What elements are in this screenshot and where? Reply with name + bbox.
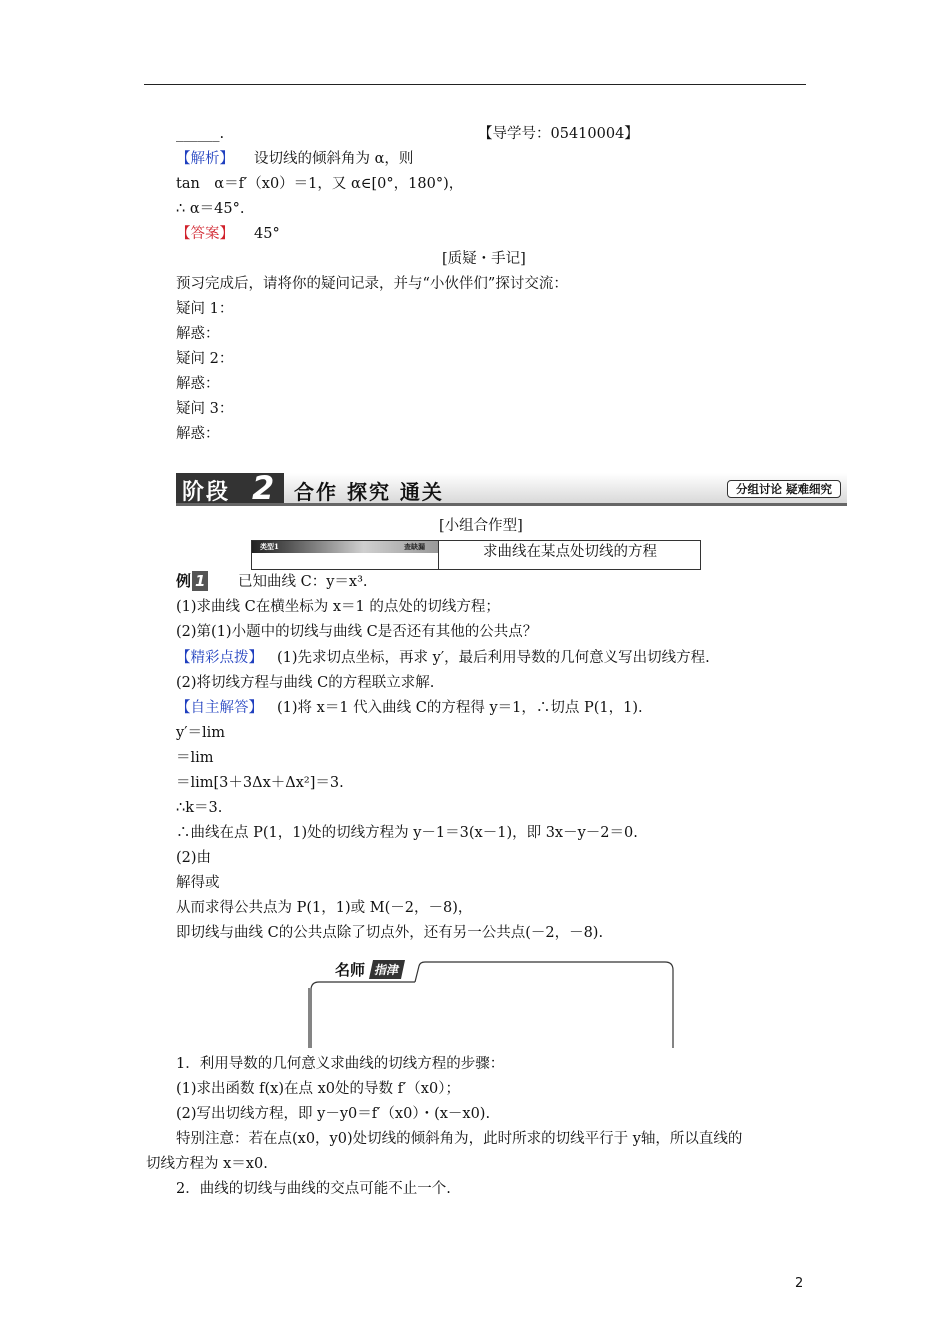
hint-label: 【精彩点拨】 xyxy=(176,650,263,666)
solution-line-1 xyxy=(176,698,643,718)
answer-blank: ______. xyxy=(176,126,225,142)
answer-3: 解惑： xyxy=(176,426,220,442)
analysis-label: 【解析】 xyxy=(176,151,234,167)
hint-line-1 xyxy=(176,648,710,668)
summary-note-line-2: 切线方程为 x＝x0. xyxy=(146,1156,268,1172)
analysis-line-2: tan α＝f′（x0）＝1，又 α∈[0°，180°)， xyxy=(176,176,464,192)
guide-number: 【导学号：05410004】 xyxy=(478,126,639,142)
example-question-2: (2)第(1)小题中的切线与曲线 C是否还有其他的公共点？ xyxy=(176,624,538,640)
solution-line-3: ＝lim xyxy=(176,750,214,766)
type-title: 求曲线在某点处切线的方程 xyxy=(438,541,701,569)
solution-line-8: 解得或 xyxy=(176,875,220,891)
stage-banner-dark-block xyxy=(176,469,284,507)
summary-point-1: 1．利用导数的几何意义求曲线的切线方程的步骤： xyxy=(176,1056,505,1072)
solution-line-6: ∴曲线在点 P(1，1)处的切线方程为 y－1＝3(x－1)，即 3x－y－2＝0. xyxy=(176,825,638,841)
teacher-tip-box xyxy=(307,960,675,1048)
stage-number: 2 xyxy=(252,469,275,507)
example-question-1: (1)求曲线 C在横坐标为 x＝1 的点处的切线方程； xyxy=(176,599,500,615)
teacher-label xyxy=(321,960,421,982)
stage-label: 阶段 xyxy=(182,480,231,505)
solution-line-2: y′＝lim xyxy=(176,725,226,741)
summary-point-2: 2．曲线的切线与曲线的交点可能不止一个. xyxy=(176,1181,451,1197)
example-label: 例 xyxy=(176,572,192,590)
notes-intro: 预习完成后，请将你的疑问记录，并与“小伙伴们”探讨交流： xyxy=(176,276,568,292)
summary-note-line-1: 特别注意：若在点(x0，y0)处切线的倾斜角为，此时所求的切线平行于 y轴，所以直线的 xyxy=(176,1131,743,1147)
solution-line-4: ＝lim[3＋3Δx＋Δx²]＝3. xyxy=(176,775,344,791)
solution-line-9: 从而求得公共点为 P(1，1)或 M(－2，－8)， xyxy=(176,900,473,916)
type-strip-label-right: 查缺漏 xyxy=(404,542,425,551)
stage-banner xyxy=(176,469,847,507)
hint-text-1: (1)先求切点坐标，再求 y′，最后利用导数的几何意义写出切线方程. xyxy=(277,650,710,666)
example-stem: 已知曲线 C：y＝x³. xyxy=(238,574,368,590)
type-box xyxy=(251,540,701,570)
summary-step-1: (1)求出函数 f(x)在点 x0处的导数 f′（x0）； xyxy=(176,1081,460,1097)
solution-line-10: 即切线与曲线 C的公共点除了切点外，还有另一公共点(－2，－8). xyxy=(176,925,604,941)
stage-tag: 分组讨论 疑难细究 xyxy=(727,480,841,498)
hint-line-2: (2)将切线方程与曲线 C的方程联立求解. xyxy=(176,675,435,691)
analysis-line-1 xyxy=(176,149,413,169)
question-3: 疑问 3： xyxy=(176,401,234,417)
solution-line-7: (2)由 xyxy=(176,850,212,866)
type-strip xyxy=(252,541,438,553)
stage-title: 合作 探究 通关 xyxy=(294,480,444,504)
teacher-label-text: 名师 xyxy=(335,961,366,979)
solution-text-1: (1)将 x＝1 代入曲线 C的方程得 y＝1，∴切点 P(1，1). xyxy=(277,700,643,716)
group-type-title: [小组合作型] xyxy=(439,518,523,534)
teacher-label-badge: 指津 xyxy=(369,960,405,979)
answer-line xyxy=(176,224,280,244)
summary-step-2: (2)写出切线方程，即 y－y0＝f′（x0）・(x－x0). xyxy=(176,1106,491,1122)
answer-1: 解惑： xyxy=(176,326,220,342)
example-tag xyxy=(176,571,208,591)
answer-value: 45° xyxy=(254,226,280,242)
solution-label: 【自主解答】 xyxy=(176,700,263,716)
page-number: 2 xyxy=(795,1276,804,1291)
notes-title: [质疑・手记] xyxy=(442,251,526,267)
question-2: 疑问 2： xyxy=(176,351,234,367)
type-strip-label: 类型1 xyxy=(260,542,279,551)
question-1: 疑问 1： xyxy=(176,301,234,317)
analysis-text-1: 设切线的倾斜角为 α，则 xyxy=(254,151,414,167)
analysis-line-3: ∴ α＝45°. xyxy=(176,201,245,217)
header-rule xyxy=(144,84,806,85)
solution-line-5: ∴k＝3. xyxy=(176,800,223,816)
answer-2: 解惑： xyxy=(176,376,220,392)
example-number: 1 xyxy=(192,571,208,591)
answer-label: 【答案】 xyxy=(176,226,234,242)
